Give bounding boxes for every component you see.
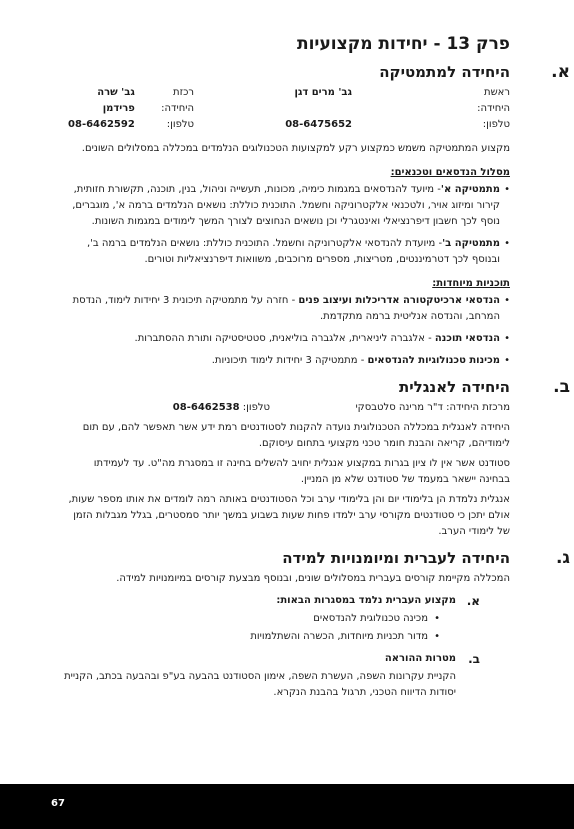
hebrew-frame-1: מכינה טכנולוגית להנדסאים (313, 613, 428, 624)
hebrew-sub-b-heading (64, 651, 510, 667)
head-name: גב' מרים דגן (294, 87, 352, 98)
math-a-text: - מיועד להנדסאים במגמות כימיה, מכונות, תעשייה וניהול, בנין, תוכנה, תקשורת חזותית, קירור ומיזוג אויר, ולטכנאי אלקטרוניקה וחשמל. התוכנית כוללת: נושאים הנלמדים ברמה א', מוגברים, נוסף לכך חשבון דיפרנציאלי ואינטגרלי וכן נושאים הנחוצים לצורך המשך לימודים במגמות השונות. (72, 184, 500, 227)
list-item (64, 236, 510, 268)
page-footer-bar (0, 784, 574, 829)
hebrew-sub-a-letter: א. (466, 594, 480, 608)
arch-text: - חזרה על מתמטיקה תיכונית 3 יחידות לימוד, הנדסת המרחב, והנדסה אנליטית ברמה מתקדמת. (72, 295, 500, 322)
bullet-icon: • (504, 295, 510, 306)
bullet-icon: • (504, 355, 510, 366)
math-intro: מקצוע המתמטיקה משמש כמקצוע רקע למקצועות הטכנולוגים הנלמדים במכללה במסלולים השונים. (81, 143, 510, 154)
bullet-icon: • (434, 613, 440, 624)
chapter-title: פרק 13 - יחידות מקצועיות (296, 34, 510, 54)
section-a-title: היחידה למתמטיקה (379, 63, 510, 81)
bullet-icon: • (504, 184, 510, 195)
section-b-heading (64, 377, 570, 397)
bullet-icon: • (504, 238, 510, 249)
phone-label-1: טלפון: (482, 119, 510, 130)
phone-2: 08-6462592 (68, 119, 135, 130)
math-a-label: מתמטיקה א' (440, 184, 500, 195)
math-b-label: מתמטיקה ב' (442, 238, 500, 249)
list-item (64, 293, 510, 325)
math-phone-row (64, 117, 510, 133)
list-item (64, 353, 510, 369)
page-content (64, 32, 570, 705)
english-paragraph-2: סטודנט אשר אין לו ציון בגרות במקצוע אנגלית יחויב להשלים בחינה זו במסגרת מה"ט. עד לעמידתו בבחינה יישאר במעמד של סטודנט שלא מן המניין. (93, 458, 510, 485)
section-b-letter: ב. (553, 377, 570, 397)
section-c-title: היחידה לעברית ומיומנויות למידה (282, 549, 510, 567)
bullet-icon: • (434, 631, 440, 642)
english-phone-label: טלפון: (242, 402, 270, 413)
section-b-title: היחידה לאנגלית (398, 378, 510, 396)
engineering-track-heading: מסלול הנדסאים וטכנאים: (390, 167, 510, 178)
math-staff-row (64, 85, 510, 117)
coord-label: רכזת היחידה: (161, 87, 194, 114)
arch-label: הנדסאי ארכיטקטורה אדריכלות ועיצוב פנים (298, 295, 500, 306)
section-a-heading (64, 62, 570, 82)
english-staff-row (64, 400, 510, 416)
english-paragraph-3: אנגלית נלמדת הן בלימודי יום והן בלימודי ערב וכל הסטודנטים באותה רמה לומדים את אותו מספר שעות, אולם יתכן כי סטודנטים מקורסי ערב ילמדו פחות שעות בשבוע במשך יותר סמסטרים, בגלל מגבלות הזמן של לימודי הערב. (68, 494, 510, 537)
prep-label: מכינות טכנולוגיות להנדסאים (367, 355, 500, 366)
hebrew-sub-a-title: מקצוע העברית נלמד במסגרות הבאות: (276, 595, 456, 606)
head-label: ראשת היחידה: (477, 87, 510, 114)
prep-text: - מתמטיקה 3 יחידות לימוד תיכוניות. (211, 355, 365, 366)
english-phone: 08-6462538 (172, 402, 240, 413)
section-c-letter: ג. (555, 548, 570, 568)
section-a-letter: א. (551, 62, 570, 82)
list-item (64, 331, 510, 347)
english-coord-name: ד"ר מרינה סלטבסקי (355, 402, 443, 413)
hebrew-goals-text: הקניית עקרונות השפה, העשרת השפה, אימון הסטודנט בהבעה בע"פ ובהבעה בכתב, הקניית יסודות הדיווח הטכני, תרגול בהבנת הנקרא. (64, 671, 456, 698)
coord-name: גב' שרה פרידמן (97, 87, 135, 114)
hebrew-sub-a-heading (64, 593, 510, 609)
hebrew-sub-b-title: מטרות ההוראה (384, 653, 456, 664)
hebrew-sub-b-letter: ב. (468, 652, 480, 666)
special-programs-heading: תוכניות מיוחדות: (432, 278, 510, 289)
list-item (64, 182, 510, 230)
english-coord-label: מרכזת היחידה: (446, 402, 510, 413)
phone-label-2: טלפון: (166, 119, 194, 130)
math-b-text: - מיועדת להנדסאי אלקטרוניקה וחשמל. התוכנית כוללת: נושאים הנלמדים ברמה ב', ובנוסף לכך דטרמיננטים, מטריצות, מספרים מרוכבים, משוואות דיפרנציאליות וטורים. (86, 238, 500, 265)
phone-1: 08-6475652 (285, 119, 352, 130)
bullet-icon: • (504, 333, 510, 344)
software-text: - אלגברה ליניארית, אלגברה בוליאנית, סטטיסטיקה ותורת ההסתברות. (134, 333, 432, 344)
section-c-heading (64, 548, 570, 568)
hebrew-frame-2: מדור תכניות מיוחדות, הכשרה והשתלמויות (250, 631, 428, 642)
list-item (64, 629, 510, 645)
page-number: 67 (51, 798, 65, 809)
english-paragraph-1: היחידה לאנגלית במכללה הטכנולוגית נועדה להקנות לסטודנטים רמת ידע אשר תאפשר להם, עם תום לימודיהם, קריאה והבנת חומר טכני מקצועי בתחום עיסוקם. (82, 422, 510, 449)
hebrew-intro: המכללה מקיימת קורסים בעברית במסלולים שונים, ובנוסף מבצעת קורסים במיומנויות למידה. (116, 573, 510, 584)
software-label: הנדסאי תוכנה (434, 333, 500, 344)
list-item (64, 611, 510, 627)
